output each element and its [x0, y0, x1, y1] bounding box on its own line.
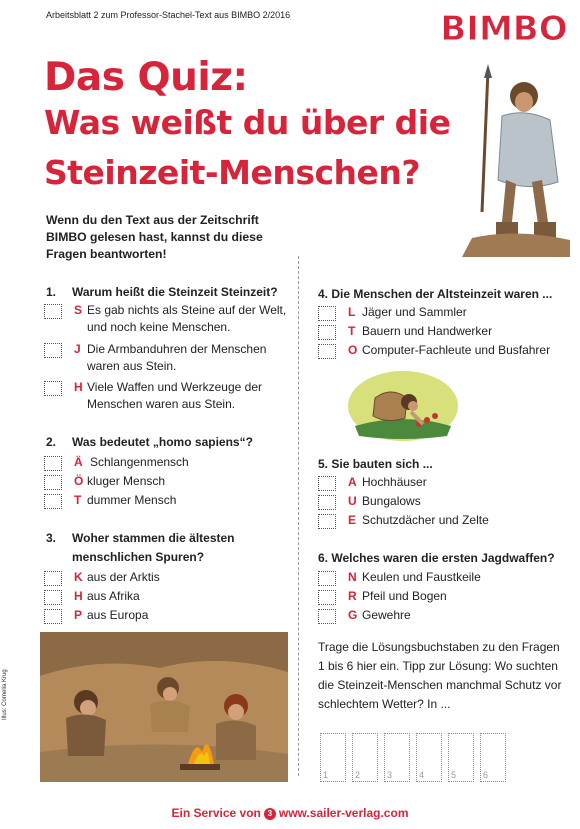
- answer-checkbox[interactable]: [318, 306, 336, 321]
- solution-cell[interactable]: 2: [352, 733, 378, 782]
- question-3-continued: menschlichen Spuren?: [72, 550, 205, 564]
- question-4: 4. Die Menschen der Altsteinzeit waren ...: [318, 287, 553, 301]
- answer-letter: P: [74, 608, 83, 622]
- answer-checkbox[interactable]: [318, 590, 336, 605]
- answer-option-text: Menschen waren aus Stein.: [87, 397, 236, 411]
- answer-option-text: Bungalows: [362, 494, 421, 508]
- answer-option-text: und noch keine Menschen.: [87, 320, 231, 334]
- illustration-credit: Illus: Cornelia Krug: [2, 669, 8, 720]
- quiz-title: Das Quiz:: [44, 55, 248, 100]
- answer-checkbox[interactable]: [318, 495, 336, 510]
- answer-option-text: Computer-Fachleute und Busfahrer: [362, 343, 551, 357]
- question-2: 2. Was bedeutet „homo sapiens“?: [46, 435, 253, 449]
- solution-cell[interactable]: 1: [320, 733, 346, 782]
- answer-letter: H: [74, 380, 83, 394]
- question-6: 6. Welches waren die ersten Jagdwaffen?: [318, 551, 555, 565]
- answer-letter: U: [348, 494, 357, 508]
- answer-option-text: aus der Arktis: [87, 570, 160, 584]
- answer-checkbox[interactable]: [318, 609, 336, 624]
- answer-checkbox[interactable]: [318, 571, 336, 586]
- answer-checkbox[interactable]: [44, 304, 62, 319]
- answer-letter: G: [348, 608, 358, 622]
- answer-letter: H: [74, 589, 83, 603]
- gatherer-illustration: [347, 368, 459, 442]
- publisher-link[interactable]: www.sailer-verlag.com: [278, 806, 409, 820]
- answer-letter: L: [348, 305, 356, 319]
- answer-letter: T: [348, 324, 356, 338]
- solution-cell[interactable]: 3: [384, 733, 410, 782]
- question-3: 3. Woher stammen die ältesten: [46, 531, 235, 545]
- answer-letter: Ö: [74, 474, 84, 488]
- question-5: 5. Sie bauten sich ...: [318, 457, 433, 471]
- caveman-illustration: [462, 62, 572, 257]
- answer-letter: R: [348, 589, 357, 603]
- answer-checkbox[interactable]: [44, 475, 62, 490]
- cave-family-illustration: [40, 632, 288, 782]
- solution-instructions: Trage die Lösungsbuchstaben zu den Fragen 1 bis 6 hier ein. Tipp zur Lösung: Wo suchten die Steinzeit-Menschen manchmal Schutz vor schlechtem Wetter? In ...: [318, 640, 562, 711]
- answer-option-text: kluger Mensch: [87, 474, 166, 488]
- answer-option-text: Gewehre: [362, 608, 411, 622]
- answer-checkbox[interactable]: [44, 609, 62, 624]
- answer-option-text: Viele Waffen und Werkzeuge der: [87, 380, 262, 394]
- solution-cell[interactable]: 6: [480, 733, 506, 782]
- answer-letter: E: [348, 513, 357, 527]
- answer-option-text: dummer Mensch: [87, 493, 177, 507]
- answer-checkbox[interactable]: [44, 343, 62, 358]
- answer-option-text: Es gab nichts als Steine auf der Welt,: [87, 303, 287, 317]
- answer-letter: S: [74, 303, 83, 317]
- answer-option-text: Bauern und Handwerker: [362, 324, 493, 338]
- answer-checkbox[interactable]: [44, 590, 62, 605]
- answer-letter: Ä: [74, 455, 83, 469]
- solution-cell[interactable]: 5: [448, 733, 474, 782]
- answer-option-text: Pfeil und Bogen: [362, 589, 447, 603]
- answer-letter: J: [74, 342, 81, 356]
- publisher-seal-icon: 3: [264, 808, 276, 820]
- answer-checkbox[interactable]: [44, 456, 62, 471]
- answer-option-text: Hochhäuser: [362, 475, 427, 489]
- answer-checkbox[interactable]: [44, 381, 62, 396]
- answer-letter: O: [348, 343, 358, 357]
- answer-checkbox[interactable]: [44, 571, 62, 586]
- quiz-subtitle-line-2: Steinzeit-Menschen?: [44, 153, 421, 192]
- intro-text: Wenn du den Text aus der Zeitschrift BIMBO gelesen hast, kannst du diese Fragen beantworten!: [46, 213, 263, 261]
- column-divider: [298, 256, 299, 776]
- answer-option-text: Schlangenmensch: [90, 455, 189, 469]
- answer-letter: T: [74, 493, 82, 507]
- answer-checkbox[interactable]: [318, 325, 336, 340]
- answer-option-text: waren aus Stein.: [87, 359, 177, 373]
- footer: Ein Service von 3 www.sailer-verlag.com: [171, 806, 409, 820]
- answer-checkbox[interactable]: [318, 514, 336, 529]
- question-1: 1. Warum heißt die Steinzeit Steinzeit?: [46, 285, 278, 299]
- worksheet-source-line: Arbeitsblatt 2 zum Professor-Stachel-Text aus BIMBO 2/2016: [46, 10, 291, 20]
- answer-letter: N: [348, 570, 357, 584]
- quiz-subtitle-line-1: Was weißt du über die: [44, 103, 451, 142]
- answer-option-text: Keulen und Faustkeile: [362, 570, 481, 584]
- answer-option-text: Jäger und Sammler: [362, 305, 467, 319]
- answer-option-text: Schutzdächer und Zelte: [362, 513, 489, 527]
- answer-checkbox[interactable]: [44, 494, 62, 509]
- answer-checkbox[interactable]: [318, 476, 336, 491]
- answer-option-text: Die Armbanduhren der Menschen: [87, 342, 267, 356]
- answer-option-text: aus Europa: [87, 608, 149, 622]
- answer-option-text: aus Afrika: [87, 589, 140, 603]
- solution-cell[interactable]: 4: [416, 733, 442, 782]
- bimbo-logo: [436, 6, 572, 50]
- answer-letter: A: [348, 475, 357, 489]
- answer-letter: K: [74, 570, 83, 584]
- svg-text:BIMBO: BIMBO: [440, 9, 568, 49]
- answer-checkbox[interactable]: [318, 344, 336, 359]
